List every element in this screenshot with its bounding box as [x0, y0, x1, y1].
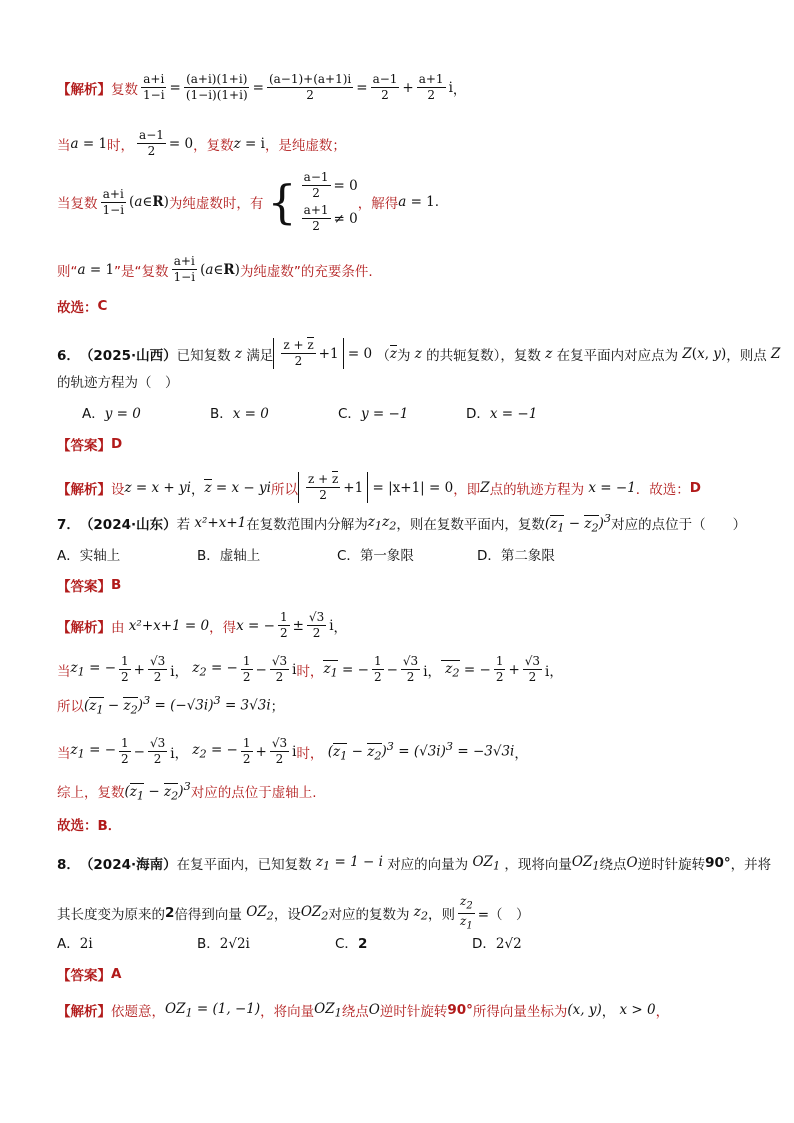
- q6-stem-line2: [57, 371, 179, 391]
- option-b[interactable]: B．2√2i: [197, 936, 250, 952]
- option-d[interactable]: D．第二象限: [477, 548, 555, 564]
- fraction: $\frac{a+i}{1-i}$: [143, 72, 165, 102]
- fraction: $\frac{a-1}{2}$: [139, 128, 164, 158]
- text: =（ ）: [477, 907, 530, 924]
- text: 则“: [57, 263, 78, 280]
- text: 所以: [270, 481, 298, 498]
- text: 2: [165, 905, 175, 922]
- question-number: 8．: [57, 857, 80, 873]
- q7-jiexi-line1: 【解析】 由 x²+x+1 = 0 ，得 x = − $\frac{1}{2}$ ± $\frac{√3}{2}$ i ，: [57, 610, 348, 640]
- text: 时，: [107, 137, 135, 154]
- text: 对应的复数为: [328, 907, 410, 924]
- text: 满足: [246, 347, 274, 364]
- text: ，得: [209, 619, 237, 636]
- fraction: $\frac{a-1}{2}$: [372, 72, 398, 102]
- text: 在复数范围内分解为: [246, 517, 368, 534]
- daan-label: 【答案】: [57, 579, 111, 595]
- daan-label: 【答案】: [57, 438, 111, 454]
- text: 90°: [447, 1002, 473, 1018]
- text: 点的轨迹方程为: [489, 481, 585, 498]
- text: 当: [57, 745, 71, 762]
- q7-answer: B: [111, 577, 122, 593]
- option-d[interactable]: D．2√2: [472, 936, 522, 952]
- equation-system: { $\frac{a-1}{2}$ = 0 $\frac{a+1}{2}$ ≠ 0: [267, 170, 358, 233]
- abs-expression: $\frac{z + z}{2}$ +1: [273, 338, 343, 369]
- punct: ，: [452, 81, 467, 98]
- option-a[interactable]: A．实轴上: [57, 548, 121, 564]
- option-b[interactable]: B．x = 0: [210, 406, 269, 422]
- q7-jiexi-line5: 综上，复数 $(z_1 - z_2)^3$ 对应的点位于虚轴上.: [57, 780, 317, 803]
- fraction: $\frac{(a-1)+(a+1)i}{2}$: [268, 72, 352, 102]
- jiexi-label: 【解析】: [57, 1004, 111, 1020]
- question-number: 6．: [57, 347, 80, 364]
- text: ”是“复数: [114, 263, 169, 280]
- q7-jiexi-line4: 当 $z_1$ = − $\frac{1}{2}$ − $\frac{√3}{2}$ i， $z_2$ = − $\frac{1}{2}$ + $\frac{√3}{2}$ i 时， $(z_1 - z_2)^3 = (√3i)^3 = -3√3i$ ，: [57, 736, 528, 766]
- text: 为纯虚数时，有: [168, 196, 264, 212]
- q8-answer: A: [111, 966, 122, 982]
- text: 由: [111, 619, 125, 636]
- text: ，设: [273, 907, 301, 924]
- q8-stem-line1: 8． （2024·海南） 在复平面内，已知复数 $z_1 = 1 - i$ 对应的向量为 $OZ_1$ ，现将向量 $OZ_1$ 绕点 O 逆时针旋转 90° ，并将: [57, 853, 772, 873]
- q5-jiexi-text: 复数: [111, 81, 138, 98]
- text: 逆时针旋转: [379, 1004, 448, 1020]
- text: ，则在复数平面内，复数: [396, 517, 545, 534]
- text: 逆时针旋转: [637, 857, 706, 873]
- text: 绕点: [341, 1004, 369, 1020]
- q7-guxuan: [57, 814, 121, 834]
- q6-stem-line1: 6． （2025·山西） 已知复数 z 满足 $\frac{z + z}{2}$ +1 = 0 （ z 为 z 的共轭复数），复数 z 在复平面内对应点为 Z (x, y) ，则点 Z: [57, 338, 781, 368]
- text: 为纯虚数”的充要条件.: [239, 263, 373, 280]
- option-a[interactable]: A．2i: [57, 936, 93, 952]
- option-c[interactable]: C．第一象限: [337, 548, 414, 564]
- q6-daan: [57, 434, 122, 454]
- q7-stem: 7． （2024·山东） 若 x²+x+1 在复数范围内分解为 $z_1z_2$ ，则在复数平面内，复数 $(z_1 - z_2)^3$ 对应的点位于（ ）: [57, 512, 747, 535]
- text: （: [376, 347, 390, 364]
- q5-line2: 当 a = 1 时， $\frac{a-1}{2}$ = 0 ，复数 z = i ，是纯虚数；: [57, 128, 346, 158]
- fraction: $\frac{a+i}{1-i}$: [173, 254, 196, 284]
- text: ，是纯虚数；: [264, 137, 346, 154]
- text: ．故选：: [635, 481, 690, 498]
- text: 对应的点位于虚轴上.: [190, 785, 317, 802]
- question-source: （2024·山东）: [79, 517, 177, 534]
- jiexi-label: 【解析】: [57, 81, 111, 98]
- text: 若: [176, 517, 191, 534]
- text: 其长度变为原来的: [57, 907, 165, 924]
- text: 90°: [705, 855, 731, 871]
- guxuan-label: 故选：: [57, 818, 98, 834]
- text: 对应的点位于（ ）: [611, 517, 747, 534]
- text: 所得向量坐标为: [472, 1004, 568, 1020]
- q8-jiexi: 【解析】 依题意， $OZ_1 = (1$, −1) ，将向量 $OZ_1$ 绕点 O 逆时针旋转 90° 所得向量坐标为 (x, y) ， x > 0 ，: [57, 1000, 670, 1020]
- q7-jiexi-line3: 所以 $(z_1 - z_2)^3 = (-√3i)^3 = 3√3i$ ；: [57, 694, 285, 717]
- text: 倍得到向量: [174, 907, 242, 924]
- text: 时，: [296, 745, 324, 762]
- text: ，则: [428, 907, 456, 924]
- abs-expression: $\frac{z + z}{2}$ +1: [298, 472, 368, 503]
- text: 在复平面内，已知复数: [176, 857, 312, 873]
- q5-line4: 则“ a = 1 ”是“复数 $\frac{a+i}{1-i}$ (a∈R) 为纯虚数”的充要条件.: [57, 254, 373, 284]
- text: 为: [396, 347, 411, 364]
- option-c[interactable]: C．2: [335, 936, 368, 952]
- q6-jiexi-answer: D: [689, 479, 702, 496]
- option-d[interactable]: D．x = −1: [466, 406, 538, 422]
- text: ，将向量: [260, 1004, 315, 1020]
- option-c[interactable]: C．y = −1: [338, 406, 409, 422]
- text: ，则点: [726, 347, 767, 364]
- text: 的轨迹方程为（ ）: [57, 375, 179, 391]
- q8-options: [57, 932, 612, 952]
- text: ，复数: [193, 137, 234, 154]
- q7-options: [57, 544, 617, 564]
- text: 当: [57, 137, 71, 154]
- text: 设: [111, 481, 125, 498]
- q5-guxuan: [57, 296, 107, 316]
- text: 当复数: [57, 196, 98, 212]
- q6-answer: D: [111, 436, 123, 452]
- text: 所以: [57, 699, 84, 716]
- text: 时，: [296, 663, 324, 680]
- q6-jiexi: 【解析】 设 z = x + yi ， z = x − yi 所以 $\frac{z + z}{2}$ +1 = |x+1| = 0 ，即 Z 点的轨迹方程为 x = −1 ．故选： D: [57, 472, 702, 502]
- jiexi-label: 【解析】: [57, 619, 111, 636]
- question-source: （2024·海南）: [79, 857, 177, 873]
- text: 依题意，: [111, 1004, 165, 1020]
- guxuan-label: 故选：: [57, 300, 98, 316]
- text: 的共轭复数），复数: [426, 347, 541, 364]
- q7-guxuan-answer: B．: [97, 818, 122, 834]
- q5-jiexi-line1: 【解析】 复数 $\frac{a+i}{1-i}$ = $\frac{(a+i)(1+i)}{(1-i)(1+i)}$ = $\frac{(a-1)+(a+1)i}{2}$ = $\frac{a-1}{2}$ + $\frac{a+1}{2}$ i ，: [57, 72, 467, 102]
- question-source: （2025·山西）: [79, 347, 177, 364]
- fraction: $\frac{(a+i)(1+i)}{(1-i)(1+i)}$: [185, 72, 248, 102]
- text: ，并将: [730, 857, 772, 873]
- jiexi-label: 【解析】: [57, 481, 111, 498]
- text: ，解得: [357, 196, 399, 212]
- text: 综上，复数: [57, 785, 125, 802]
- q5-answer: C: [97, 298, 108, 314]
- text: 已知复数: [176, 347, 231, 364]
- text: ，现将向量: [504, 857, 572, 873]
- question-number: 7．: [57, 517, 80, 534]
- text: 对应的向量为: [387, 857, 469, 873]
- text: 绕点: [599, 857, 627, 873]
- text: ，: [655, 1004, 670, 1020]
- q5-line3: 当复数 $\frac{a+i}{1-i}$ (a∈R) 为纯虚数时，有 { $\frac{a-1}{2}$ = 0 $\frac{a+1}{2}$ ≠ 0 ，解得 a = 1 .: [57, 170, 440, 233]
- option-a[interactable]: A．y = 0: [82, 406, 141, 422]
- q6-options: [82, 402, 594, 422]
- fraction: $\frac{a+i}{1-i}$: [102, 186, 125, 217]
- q8-daan: [57, 964, 121, 984]
- option-b[interactable]: B．虚轴上: [197, 548, 261, 564]
- text: ，即: [453, 481, 481, 498]
- q8-stem-line2: 其长度变为原来的 2 倍得到向量 $OZ_2$ ，设 $OZ_2$ 对应的复数为 $z_2$ ，则 $\frac{z_2}{z_1}$ =（ ）: [57, 894, 530, 932]
- text: 在复平面内对应点为: [556, 347, 679, 364]
- fraction: $\frac{a+1}{2}$: [418, 72, 444, 102]
- daan-label: 【答案】: [57, 968, 111, 984]
- text: 当: [57, 663, 71, 680]
- q7-daan: [57, 575, 121, 595]
- q7-jiexi-line2: 当 $z_1$ = − $\frac{1}{2}$ + $\frac{√3}{2}$ i， $z_2$ = − $\frac{1}{2}$ − $\frac{√3}{2}$ i 时， $z_1$ = − $\frac{1}{2}$ − $\frac{√3}{2}$ i， $z_2$ = − $\frac{1}{2}$ + $\frac{√3}{2}$ i，: [57, 654, 563, 684]
